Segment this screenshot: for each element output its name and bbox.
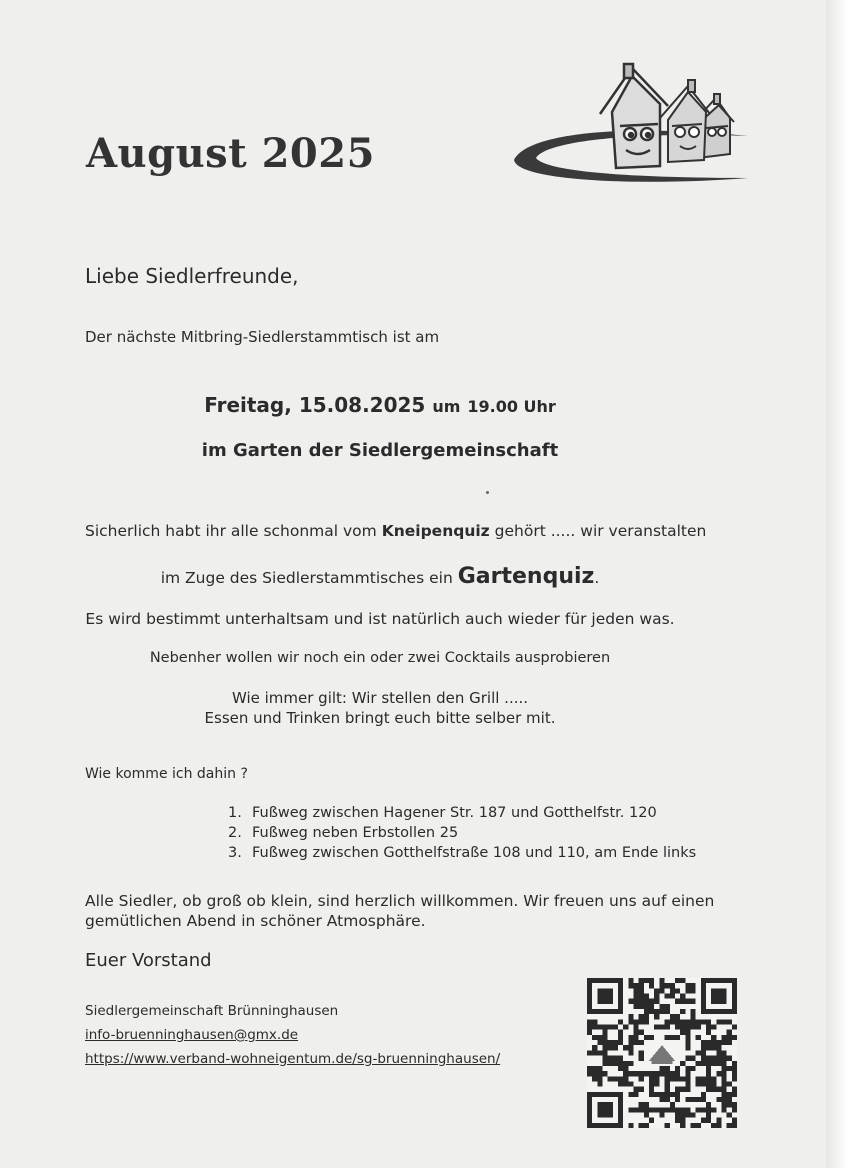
website-link[interactable]: https://www.verband-wohneigentum.de/sg-bruenninghausen/ <box>85 1051 501 1067</box>
list-item-text: Fußweg zwischen Hagener Str. 187 und Gotthelfstr. 120 <box>252 805 657 821</box>
cocktails-text: Nebenher wollen wir noch ein oder zwei Cocktails ausprobieren <box>149 650 611 666</box>
footer <box>85 999 500 1071</box>
signature: Euer Vorstand <box>85 950 212 971</box>
grill-text <box>40 688 720 728</box>
scan-edge <box>826 0 848 1168</box>
greeting: Liebe Siedlerfreunde, <box>85 264 299 288</box>
quiz-paragraph <box>85 522 706 540</box>
list-item-number: 1. <box>228 805 242 821</box>
list-item <box>228 823 696 843</box>
kneipenquiz-word: Kneipenquiz <box>381 522 490 540</box>
page-title: August 2025 <box>86 130 375 177</box>
stray-dot <box>486 491 489 494</box>
event-um: um <box>432 397 461 416</box>
intro-text: Der nächste Mitbring-Siedlerstammtisch ist am <box>85 328 440 346</box>
list-item-number: 3. <box>228 845 242 861</box>
houses-logo-icon <box>508 62 758 187</box>
event-date-value: 15.08.2025 <box>298 393 426 417</box>
list-item <box>228 803 696 823</box>
grill-line-2: Essen und Trinken bringt euch bitte selber mit. <box>204 709 556 727</box>
quiz-text-a: Sicherlich habt ihr alle schonmal vom <box>85 522 377 540</box>
entertaining-text: Es wird bestimmt unterhaltsam und ist natürlich auch wieder für jeden was. <box>85 610 675 628</box>
qr-code-icon[interactable] <box>587 978 737 1128</box>
gartenquiz-word: Gartenquiz <box>457 564 595 589</box>
email-link[interactable]: info-bruenninghausen@gmx.de <box>85 1027 299 1043</box>
quiz-text-c: gehört ..... wir veranstalten <box>494 522 707 540</box>
list-item-text: Fußweg neben Erbstollen 25 <box>252 825 459 841</box>
grill-line-1: Wie immer gilt: Wir stellen den Grill ..... <box>231 689 529 707</box>
directions-question: Wie komme ich dahin ? <box>85 766 248 782</box>
event-day: Freitag, <box>204 393 292 417</box>
org-name: Siedlergemeinschaft Brünninghausen <box>85 1003 339 1019</box>
welcome-text: Alle Siedler, ob groß ob klein, sind herzlich willkommen. Wir freuen uns auf einen gemütlichen Abend in schöner Atmosphäre. <box>85 892 715 930</box>
gartenquiz-period: . <box>594 569 600 587</box>
list-item-number: 2. <box>228 825 242 841</box>
gartenquiz-line <box>40 564 720 589</box>
list-item-text: Fußweg zwischen Gotthelfstraße 108 und 110, am Ende links <box>252 845 697 861</box>
directions-list <box>228 803 696 863</box>
event-place: im Garten der Siedlergemeinschaft <box>201 440 559 461</box>
event-date <box>40 393 720 417</box>
gartenquiz-text-a: im Zuge des Siedlerstammtisches ein <box>160 569 453 587</box>
event-time: 19.00 Uhr <box>467 397 556 416</box>
list-item <box>228 843 696 863</box>
